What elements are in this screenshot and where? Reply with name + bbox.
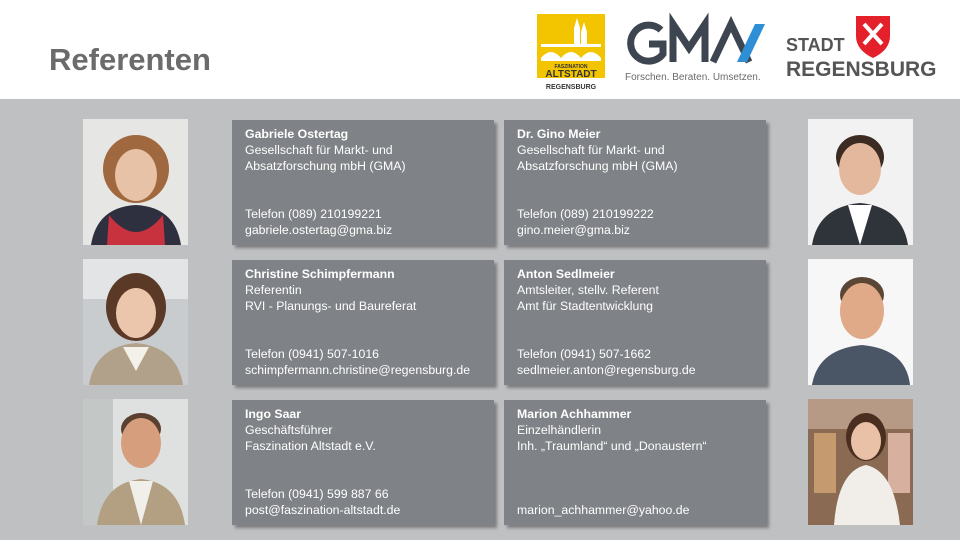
speaker-phone: Telefon (0941) 599 887 66 — [245, 487, 389, 501]
photo-christine-schimpfermann — [83, 259, 188, 385]
speaker-organization: Faszination Altstadt e.V. — [245, 439, 376, 453]
altstadt-line1: FASZINATION — [554, 64, 588, 70]
speaker-name: Gabriele Ostertag — [245, 127, 349, 141]
speaker-department: RVI - Planungs- und Baureferat — [245, 299, 417, 313]
speaker-organization-line2: Absatzforschung mbH (GMA) — [245, 159, 406, 173]
speaker-name: Anton Sedlmeier — [517, 267, 615, 281]
speaker-role: Referentin — [245, 283, 302, 297]
speaker-organization-line1: Gesellschaft für Markt- und — [245, 143, 393, 157]
speaker-name: Christine Schimpfermann — [245, 267, 395, 281]
gma-tagline: Forschen. Beraten. Umsetzen. — [625, 72, 761, 83]
photo-gabriele-ostertag — [83, 119, 188, 245]
speaker-name: Marion Achhammer — [517, 407, 632, 421]
photo-ingo-saar — [83, 399, 188, 525]
speaker-email[interactable]: post@faszination-altstadt.de — [245, 503, 401, 517]
gma-logo — [623, 18, 773, 86]
speaker-card-gabriele-ostertag — [232, 120, 494, 245]
speaker-organization-line2: Absatzforschung mbH (GMA) — [517, 159, 678, 173]
speaker-card-gino-meier — [504, 120, 766, 245]
speaker-phone: Telefon (0941) 507-1662 — [517, 347, 651, 361]
speaker-role: Amtsleiter, stellv. Referent — [517, 283, 659, 297]
page-title: Referenten — [49, 42, 211, 77]
stadt-line2: REGENSBURG — [786, 58, 937, 81]
speaker-phone: Telefon (089) 210199222 — [517, 207, 654, 221]
speaker-email[interactable]: gino.meier@gma.biz — [517, 223, 630, 237]
speaker-department: Amt für Stadtentwicklung — [517, 299, 654, 313]
speaker-email[interactable]: marion_achhammer@yahoo.de — [517, 503, 690, 517]
speaker-phone: Telefon (089) 210199221 — [245, 207, 382, 221]
speaker-email[interactable]: schimpfermann.christine@regensburg.de — [245, 363, 471, 377]
photo-gino-meier — [808, 119, 913, 245]
speaker-name: Ingo Saar — [245, 407, 302, 421]
photo-anton-sedlmeier — [808, 259, 913, 385]
speaker-role: Geschäftsführer — [245, 423, 333, 437]
speaker-card-ingo-saar — [232, 400, 494, 525]
header — [0, 0, 960, 99]
speaker-phone: Telefon (0941) 507-1016 — [245, 347, 379, 361]
speaker-organization: Inh. „Traumland“ und „Donaustern“ — [517, 439, 707, 453]
speaker-card-christine-schimpfermann — [232, 260, 494, 385]
stadt-regensburg-logo — [786, 14, 937, 84]
speaker-role: Einzelhändlerin — [517, 423, 602, 437]
faszination-altstadt-logo — [537, 14, 605, 92]
speaker-email[interactable]: sedlmeier.anton@regensburg.de — [517, 363, 696, 377]
stadt-line1: STADT — [786, 35, 845, 55]
speaker-name: Dr. Gino Meier — [517, 127, 601, 141]
speaker-email[interactable]: gabriele.ostertag@gma.biz — [245, 223, 393, 237]
altstadt-line3: REGENSBURG — [545, 84, 597, 91]
speaker-organization-line1: Gesellschaft für Markt- und — [517, 143, 665, 157]
altstadt-line2: ALTSTADT — [545, 69, 597, 80]
photo-marion-achhammer — [808, 399, 913, 525]
speaker-card-anton-sedlmeier — [504, 260, 766, 385]
speaker-card-marion-achhammer — [504, 400, 766, 525]
